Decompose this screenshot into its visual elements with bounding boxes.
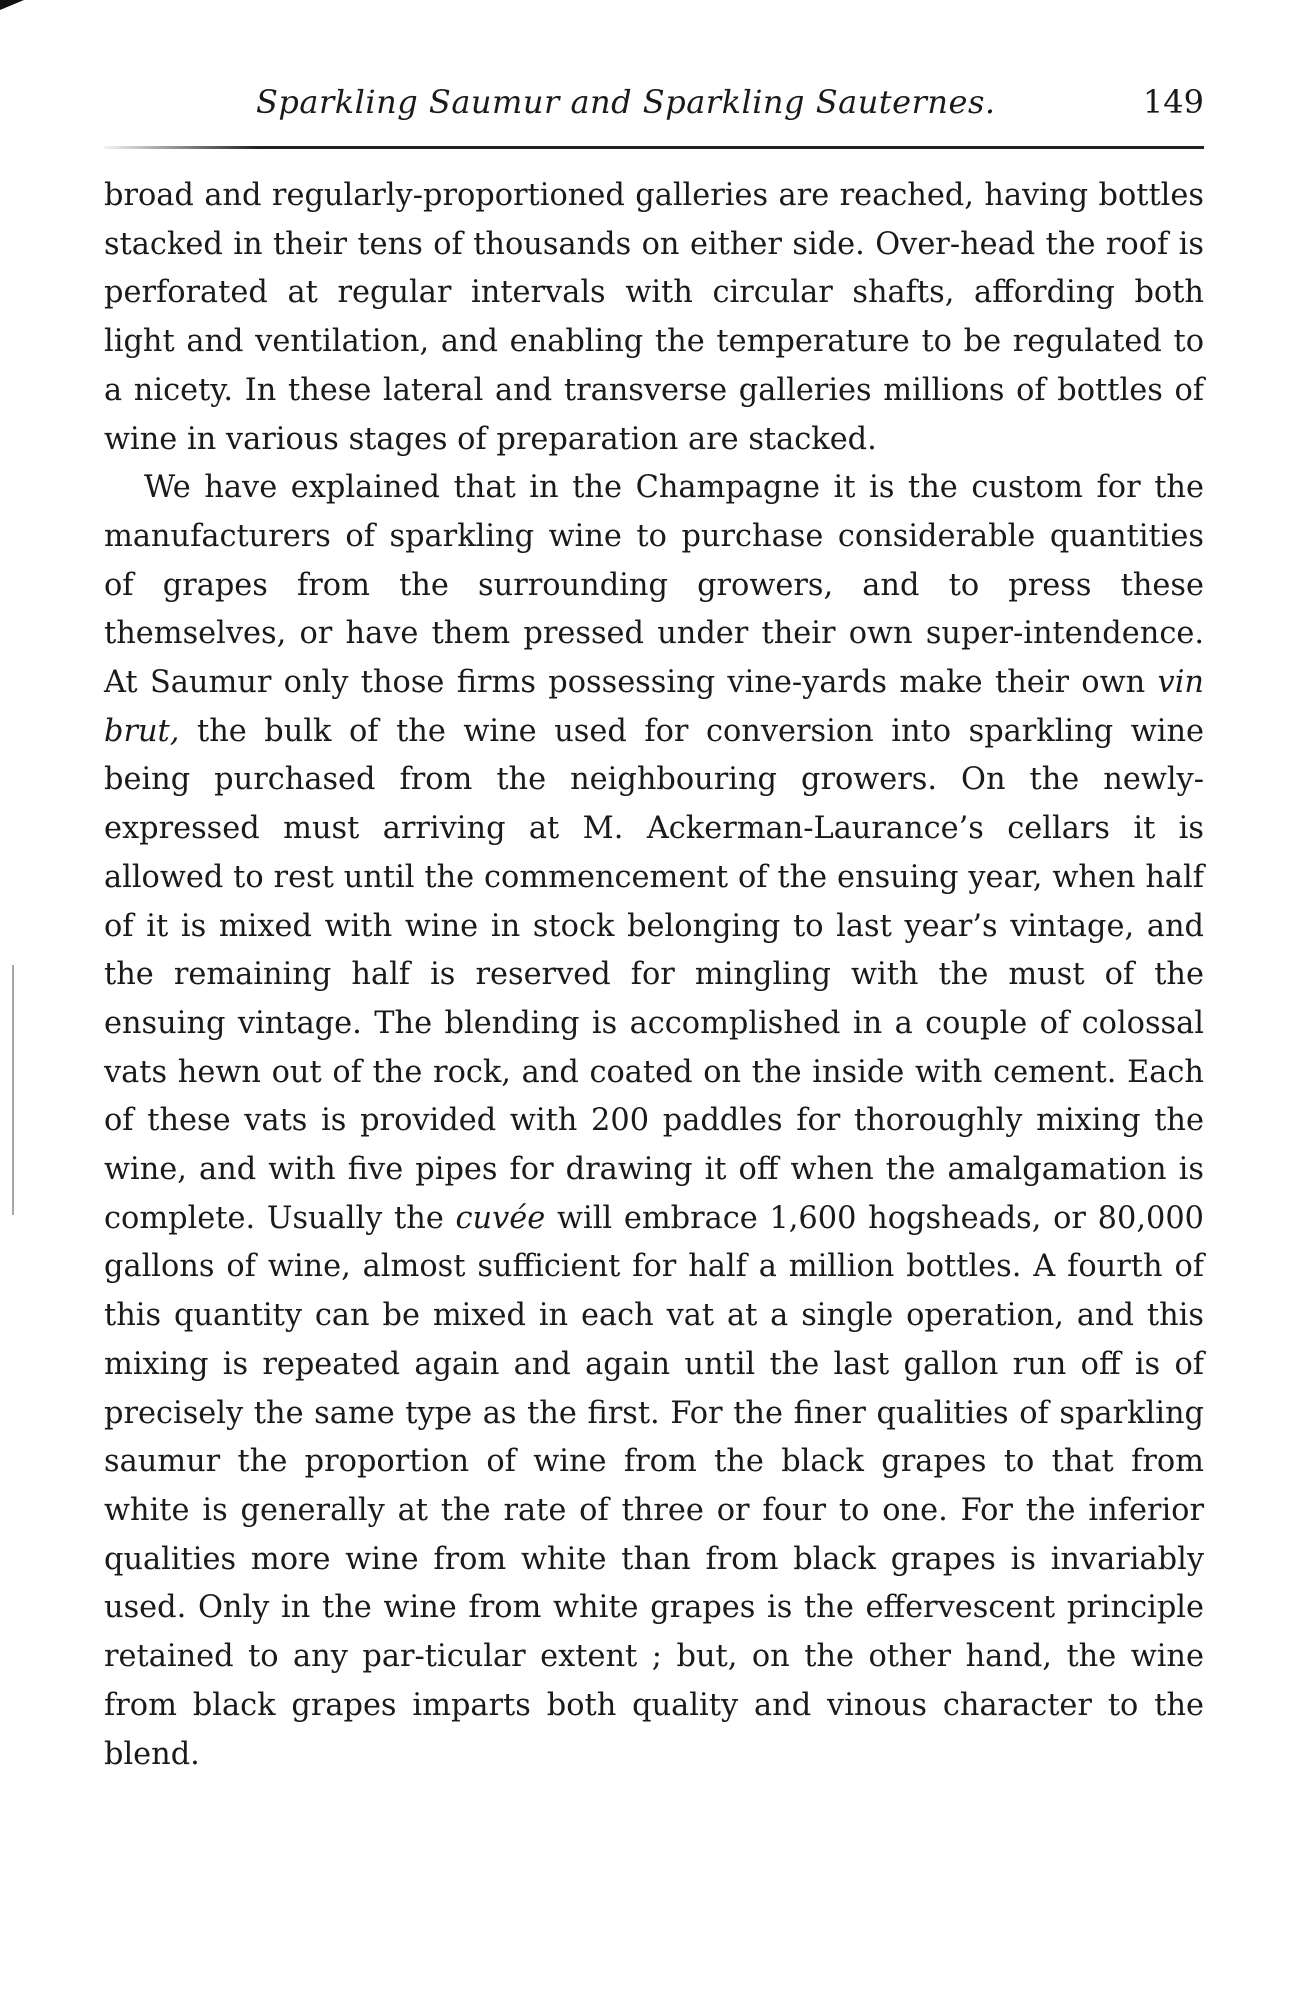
italic-cuvee: cuvée [455,1200,546,1236]
paragraph-2-part-3: will embrace 1,600 hogsheads, or 80,000 gallons of wine, almost sufficient for half a million bottles. A fourth of this quantity can be mixed in each vat at a single operation, and this mixing is repeated again and again until the last gallon run off is of precisely the same type as the first. For the finer qualities of sparkling saumur the proportion of wine from the black grapes to that from white is generally at the rate of three or four to one. For the inferior qualities more wine from white than from black grapes is invariably used. Only in the wine from white grapes is the effervescent principle retained to any par-ticular extent ; but, on the other hand, the wine from black grapes imparts both quality and vinous character to the blend. [104,1200,1204,1772]
book-page [104,72,1204,1772]
page-number: 149 [1142,83,1204,121]
running-head [104,72,1204,132]
paragraph-1: broad and regularly-proportioned galleries are reached, having bottles stacked in their tens of thousands on either side. Over-head the roof is perforated at regular intervals with circular shafts, affording both light and ventilation, and enabling the temperature to be regulated to a nicety. In these lateral and transverse galleries millions of bottles of wine in various stages of preparation are stacked. [104,178,1204,457]
header-rule [104,146,1204,149]
paragraph-2 [104,464,1204,1779]
italic-vin-brut: vin brut, [104,665,1204,749]
margin-line [12,965,14,1215]
paragraph-2-part-1: We have explained that in the Champagne it is the custom for the manufacturers of sparkling wine to purchase considerable quantities of grapes from the surrounding growers, and to press these themselves, or have them pressed under their own super-intendence. At Saumur only those firms possessing vine-yards make their own [104,470,1204,701]
running-title: Sparkling Saumur and Sparkling Sauternes. [256,83,996,121]
scan-corner-mark [0,0,24,10]
paragraph-2-part-2: the bulk of the wine used for conversion into sparkling wine being purchased from the neighbouring growers. On the newly-expressed must arriving at M. Ackerman-Laurance’s cellars it is allowed to rest until the commencement of the ensuing year, when half of it is mixed with wine in stock belonging to last year’s vintage, and the remaining half is reserved for mingling with the must of the ensuing vintage. The blending is accomplished in a couple of colossal vats hewn out of the rock, and coated on the inside with cement. Each of these vats is provided with 200 paddles for thoroughly mixing the wine, and with five pipes for drawing it off when the amalgamation is complete. Usually the [104,713,1204,1236]
body-text [104,172,1204,1779]
